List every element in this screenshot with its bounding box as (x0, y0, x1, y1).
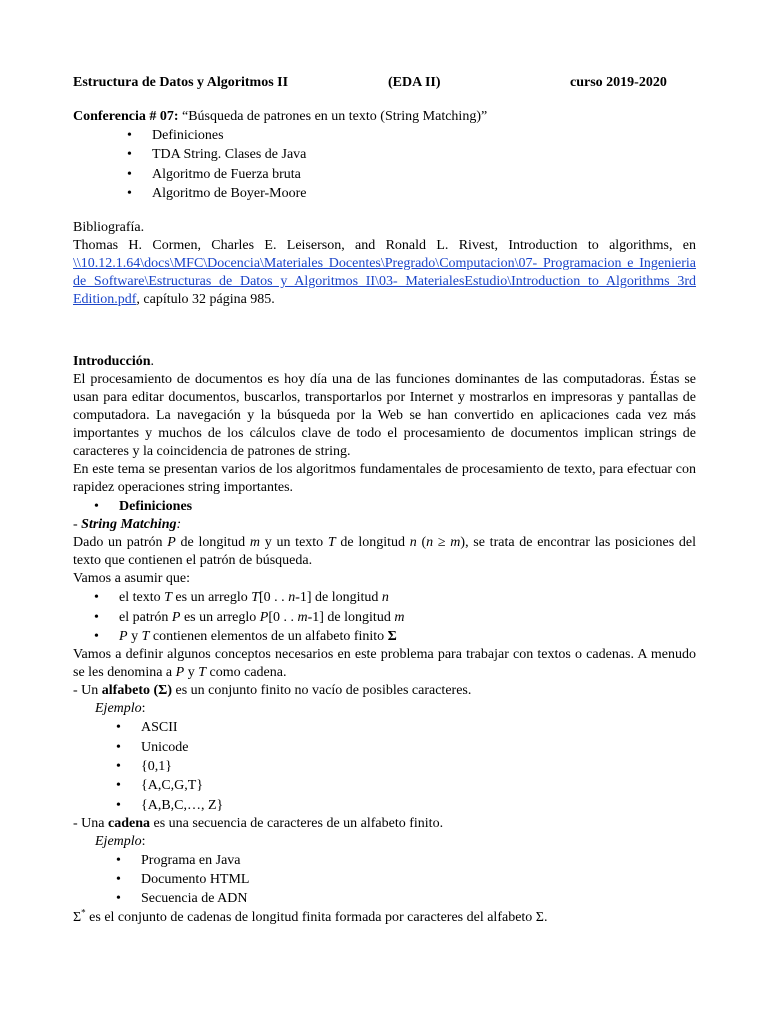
conference-topic: “Búsqueda de patrones en un texto (String Matching)” (178, 109, 488, 124)
assumption-intro: Vamos a asumir que: (73, 571, 191, 587)
list-item: • {A,C,G,T} (141, 776, 696, 795)
sigma-symbol: Σ (535, 909, 544, 925)
bibliography-entry: Thomas H. Cormen, Charles E. Leiserson, and Ronald L. Rivest, Introduction to algorithms, en \\10.12.1.64\docs\MFC\Docencia\Materiales Docentes\Pregrado\Computacion\07- Programacion e Ingenieria de Software\Estructuras de Datos y Algoritmos II\03- MaterialesEstudio\Introduction to Algorithms 3rd Edition.pdf, capítulo 32 página 985. (73, 238, 696, 308)
intro-paragraph-1: El procesamiento de documentos es hoy día una de las funciones dominantes de las computadoras. Éstas se usan para editar documentos, buscarlos, transportarlos por Internet y mostrarlos en impresoras y pantallas de computadora. La navegación y la búsqueda por la Web se han convertido en aplicaciones cada vez más importantes y muchos de los cálculos clave de todo el procesamiento de documentos implican strings de caracteres y la coincidencia de patrones de string. (73, 372, 696, 460)
assumptions-list (73, 588, 696, 646)
bibliography-heading: Bibliografía. (73, 220, 145, 236)
list-item: • el texto T es un arreglo T[0 . . n-1] de longitud n (119, 588, 696, 607)
document-content (73, 74, 696, 927)
list-item: • TDA String. Clases de Java (152, 145, 696, 164)
intro-paragraph-2: En este tema se presentan varios de los algoritmos fundamentales de procesamiento de texto, para efectuar con rapidez operaciones string importantes. (73, 462, 696, 496)
document-header (73, 74, 696, 92)
list-item: • Programa en Java (141, 851, 696, 870)
course-name: Estructura de Datos y Algoritmos II (73, 75, 289, 90)
list-item: • {0,1} (141, 757, 696, 776)
list-item: • P y T contienen elementos de un alfabeto finito Σ (119, 627, 696, 646)
list-item: • Documento HTML (141, 870, 696, 889)
list-item: • Algoritmo de Fuerza bruta (152, 165, 696, 184)
sigma-symbol: Σ (387, 629, 397, 645)
bibliography-link[interactable]: \\10.12.1.64\docs\MFC\Docencia\Materiales Docentes\Pregrado\Computacion\07- Programacion e Ingenieria de Software\Estructuras de Datos y Algoritmos II\03- MaterialesEstudio\Introduction to Algorithms 3rd Edition.pdf (73, 256, 696, 308)
alphabet-examples-list (73, 718, 696, 814)
intro-heading-line: Introducción. (73, 354, 155, 370)
string-matching-term: String Matching (81, 517, 177, 533)
sigma-symbol: Σ (73, 909, 82, 925)
list-item: • Definiciones (119, 497, 696, 516)
example-label: Ejemplo: (95, 701, 146, 717)
list-item: • Unicode (141, 738, 696, 757)
concepts-paragraph: Vamos a definir algunos conceptos necesarios en este problema para trabajar con textos o cadenas. A menudo se les denomina a P y T como cadena. (73, 647, 696, 681)
list-item: • Algoritmo de Boyer-Moore (152, 184, 696, 203)
string-examples-list (73, 851, 696, 909)
list-item: • el patrón P es un arreglo P[0 . . m-1] de longitud m (119, 608, 696, 627)
conference-title (73, 108, 696, 126)
string-definition: - Una cadena es una secuencia de caracteres de un alfabeto finito. (73, 815, 444, 831)
sigma-star-definition: Σ* es el conjunto de cadenas de longitud finita formada por caracteres del alfabeto Σ. (73, 907, 548, 925)
course-code: (EDA II) (388, 75, 441, 90)
conference-topics-list (73, 126, 696, 203)
list-item: • Secuencia de ADN (141, 889, 696, 908)
alphabet-definition: - Un alfabeto (Σ) es un conjunto finito no vacío de posibles caracteres. (73, 683, 472, 699)
list-item: • ASCII (141, 718, 696, 737)
sigma-symbol: Σ (158, 683, 168, 699)
intro-heading: Introducción (73, 354, 151, 370)
definitions-bullet-list (73, 497, 696, 516)
course-year: curso 2019-2020 (570, 75, 667, 90)
example-label: Ejemplo: (95, 833, 146, 849)
string-matching-heading: - String Matching: (73, 517, 182, 533)
string-matching-description: Dado un patrón P de longitud m y un texto T de longitud n (n ≥ m), se trata de encontrar las posiciones del texto que contienen el patrón de búsqueda. (73, 535, 696, 569)
conference-label: Conferencia # 07: (73, 109, 179, 124)
list-item: • {A,B,C,…, Z} (141, 796, 696, 815)
list-item: • Definiciones (152, 126, 696, 145)
